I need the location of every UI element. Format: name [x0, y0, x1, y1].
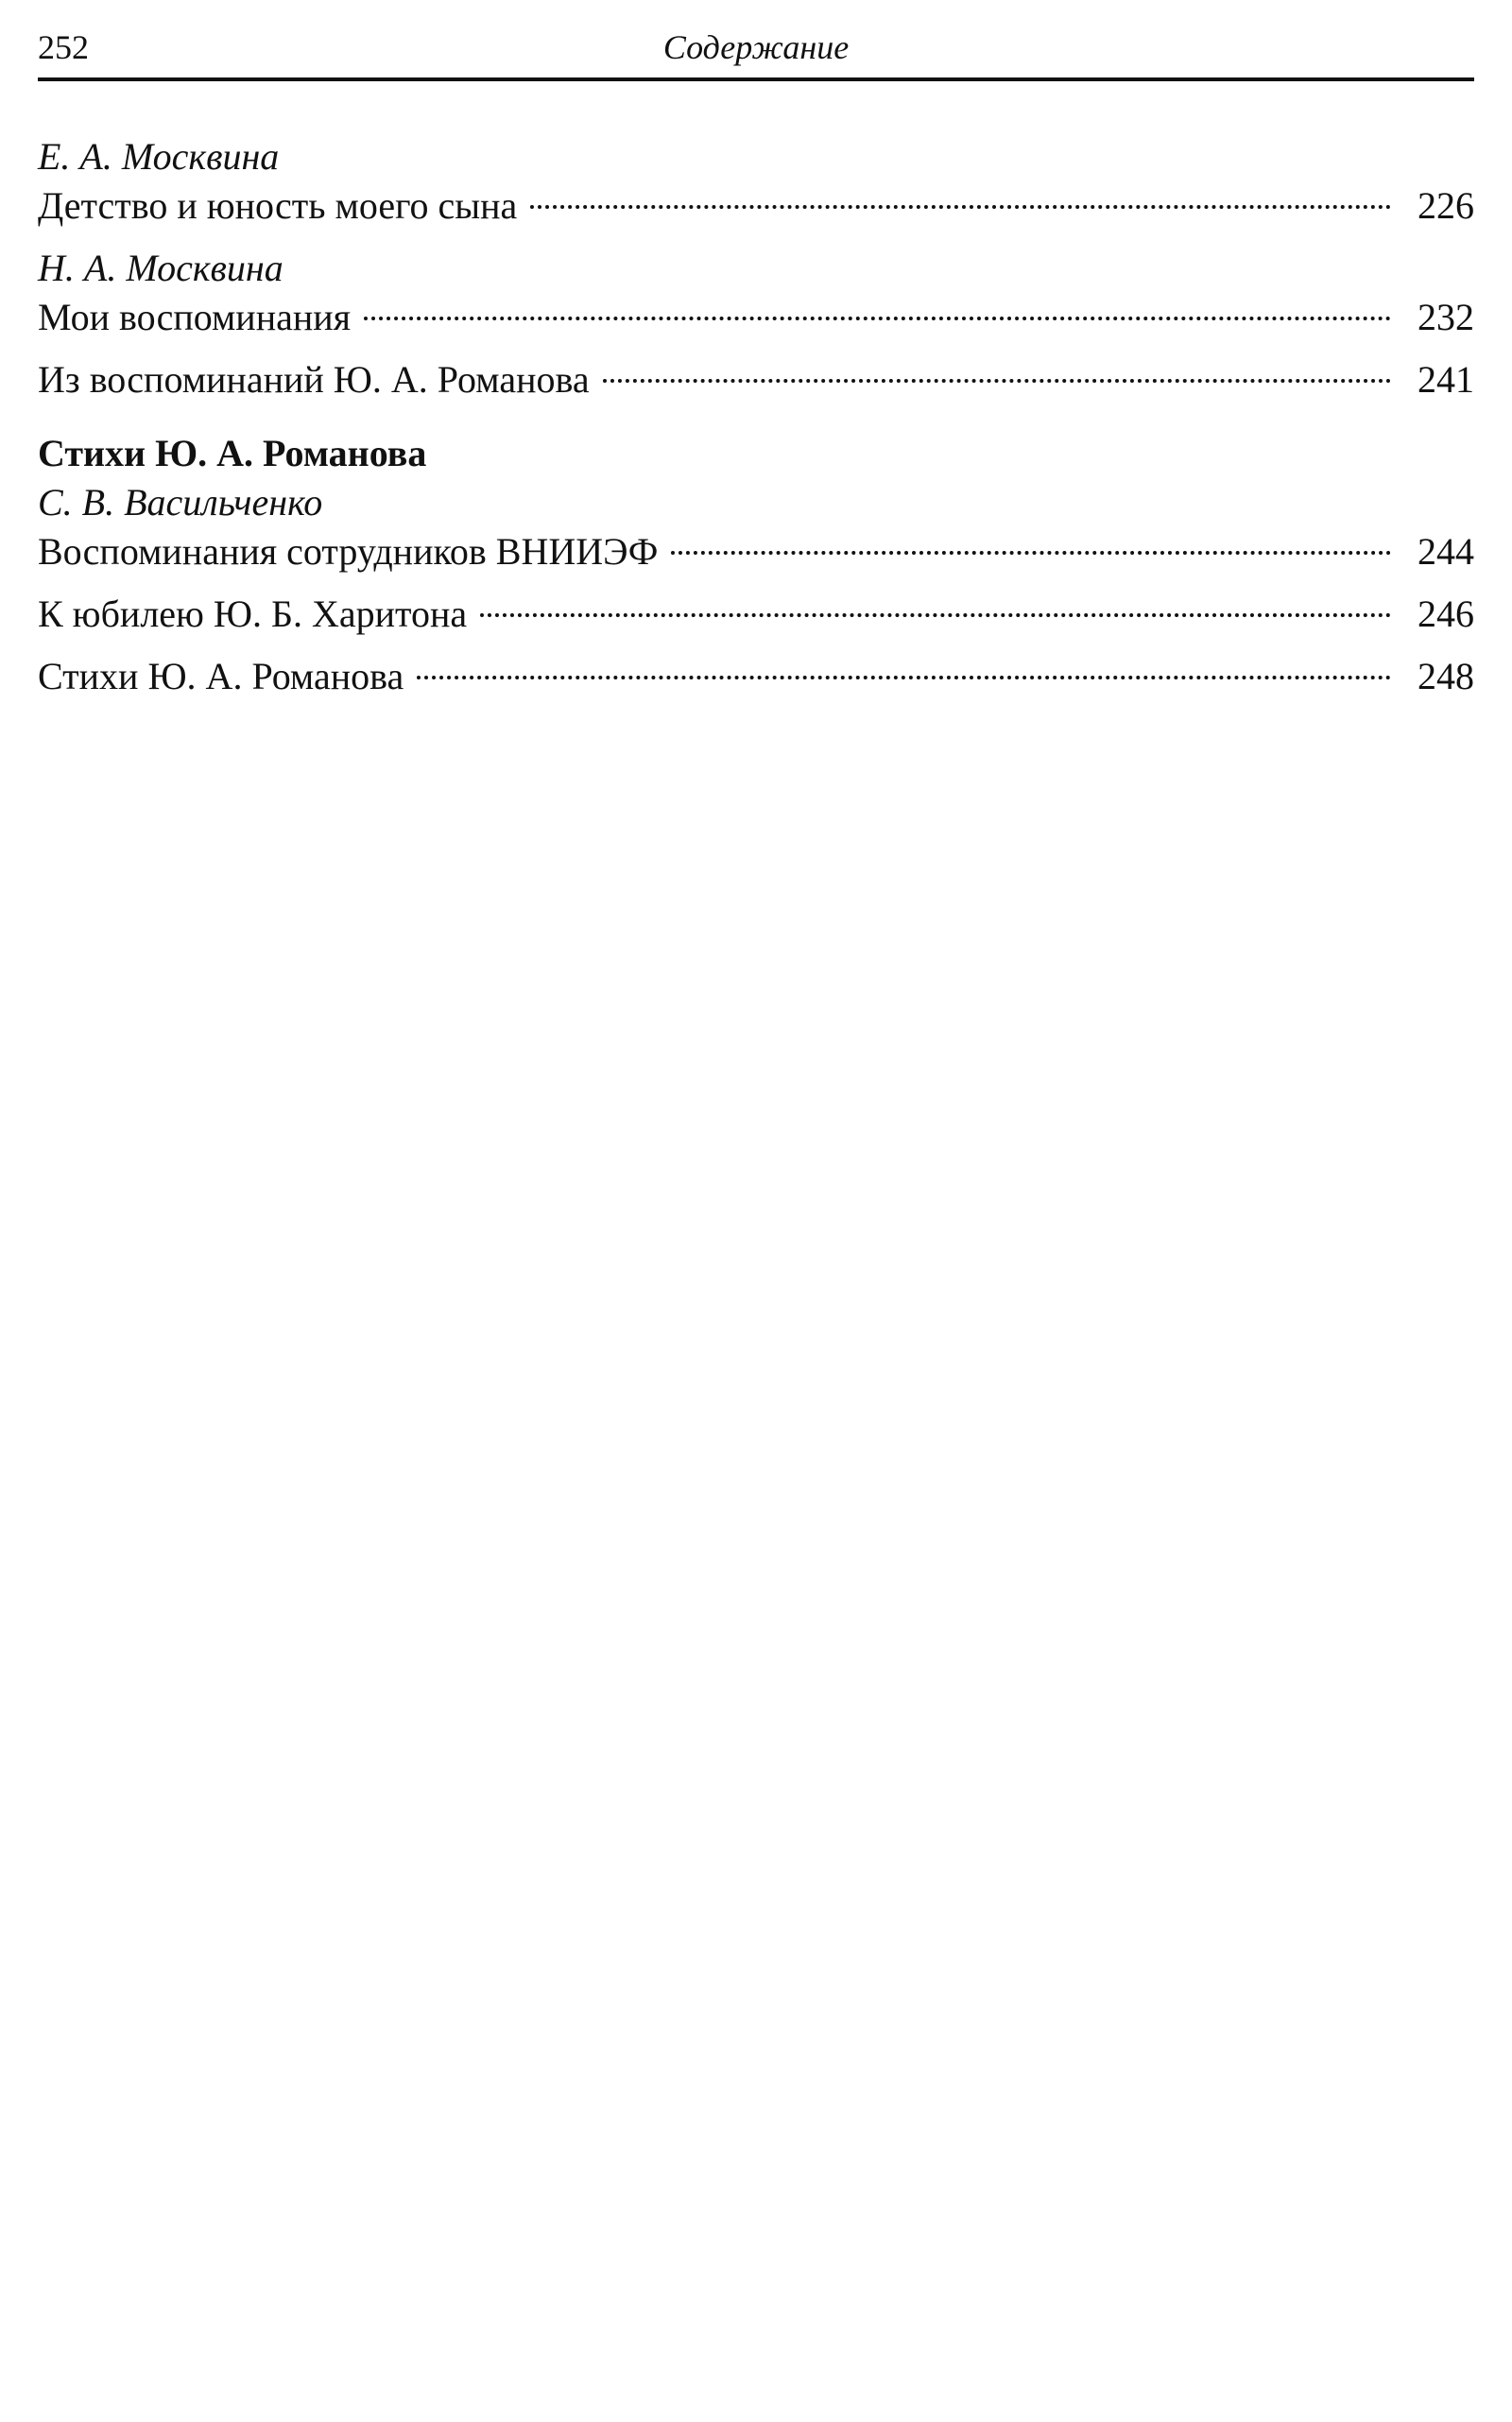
toc-entry [38, 652, 1474, 701]
toc-entry-page: 244 [1418, 530, 1474, 573]
toc-author: С. В. Васильченко [38, 481, 323, 524]
toc-entry-title: Стихи Ю. А. Романова [38, 655, 404, 697]
header-rule [38, 77, 1474, 81]
toc-entry [38, 181, 1474, 231]
dot-leader [480, 613, 1391, 617]
toc-entry-title: К юбилею Ю. Б. Харитона [38, 593, 468, 635]
toc-entry-title: Из воспоминаний Ю. А. Романова [38, 358, 590, 401]
running-title: Содержание [662, 28, 850, 66]
toc-entry [38, 527, 1474, 576]
dot-leader [671, 551, 1391, 555]
toc-entry-page: 248 [1418, 655, 1474, 697]
dot-leader [364, 317, 1391, 320]
toc-entry-title: Мои воспоминания [38, 296, 352, 338]
dot-leader [530, 205, 1391, 209]
toc-entry-page: 246 [1418, 593, 1474, 635]
dot-leader [603, 379, 1391, 383]
page-header [38, 26, 1474, 74]
toc-entry-page: 232 [1418, 296, 1474, 338]
dot-leader [417, 676, 1391, 679]
table-of-contents [38, 132, 1474, 714]
page-number: 252 [38, 28, 89, 66]
book-page [38, 0, 1474, 2422]
toc-author: Н. А. Москвина [38, 247, 284, 289]
toc-entry-title: Детство и юность моего сына [38, 184, 518, 227]
toc-entry-page: 241 [1418, 358, 1474, 401]
toc-author: Е. А. Москвина [38, 135, 280, 178]
toc-entry-title: Воспоминания сотрудников ВНИИЭФ [38, 530, 659, 573]
toc-entry [38, 293, 1474, 342]
toc-section-heading: Стихи Ю. А. Романова [38, 432, 427, 474]
toc-entry-page: 226 [1418, 184, 1474, 227]
toc-entry [38, 355, 1474, 404]
toc-entry [38, 590, 1474, 639]
